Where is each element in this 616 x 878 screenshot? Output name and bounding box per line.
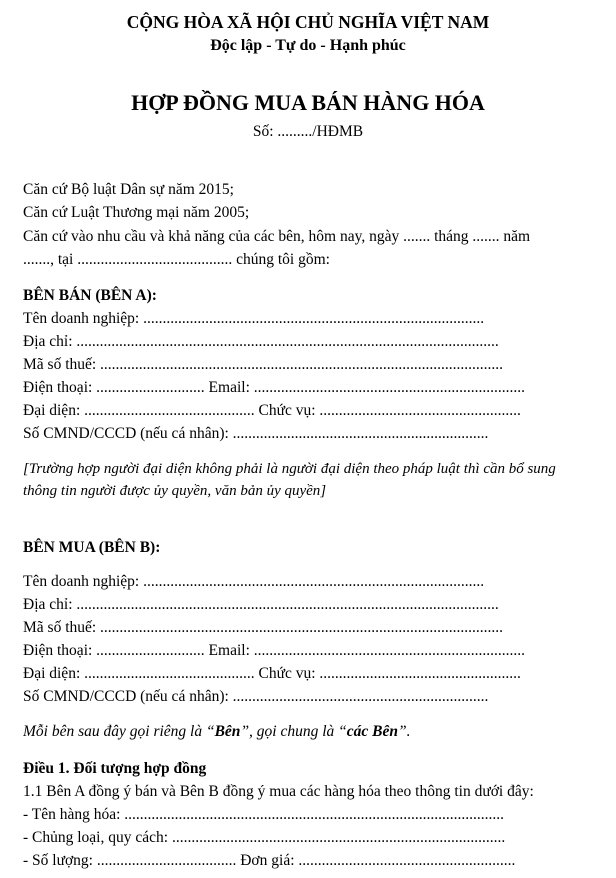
buyer-representative-field: Đại diện: ............................................ Chức vụ: .................................................... [23,665,521,682]
buyer-phone-email-field: Điện thoại: ............................ Email: ...................................................................... [23,642,526,659]
parties-note-ben: Bên [214,723,241,740]
seller-company-field: Tên doanh nghiệp: ........................................................................................ [23,310,485,327]
parties-note-cac-ben: các Bên [346,723,399,740]
preamble-line-4: ......., tại ........................................ chúng tôi gồm: [23,251,330,268]
contract-number: Số: ........./HĐMB [252,123,364,140]
preamble-line-2: Căn cứ Luật Thương mại năm 2005; [23,204,250,221]
article-1-heading: Điều 1. Đối tượng hợp đồng [23,760,207,777]
seller-representative-field: Đại diện: ............................................ Chức vụ: .................................................... [23,402,521,419]
motto-line [0,36,616,56]
buyer-id-field: Số CMND/CCCD (nếu cá nhân): .................................................................. [23,688,489,705]
parties-note-part-3: ”. [398,723,411,740]
seller-phone-email-field: Điện thoại: ............................ Email: ...................................................................... [23,379,526,396]
preamble-line-1: Căn cứ Bộ luật Dân sự năm 2015; [23,181,234,198]
nation-heading: CỘNG HÒA XÃ HỘI CHỦ NGHĨA VIỆT NAM [126,12,490,32]
buyer-heading: BÊN MUA (BÊN B): [23,539,161,556]
buyer-company-field: Tên doanh nghiệp: ........................................................................................ [23,573,485,590]
preamble-line-3: Căn cứ vào nhu cầu và khả năng của các bên, hôm nay, ngày ....... tháng ....... năm [23,228,531,245]
buyer-tax-field: Mã số thuế: ........................................................................................................ [23,619,504,636]
parties-note-part-1: Mỗi bên sau đây gọi riêng là “ [23,723,215,740]
goods-type-spec-field: - Chủng loại, quy cách: ...................................................................................... [23,829,506,846]
article-1-clause: 1.1 Bên A đồng ý bán và Bên B đồng ý mua các hàng hóa theo thông tin dưới đây: [23,783,534,800]
contract-title: HỢP ĐỒNG MUA BÁN HÀNG HÓA [131,90,485,115]
seller-heading: BÊN BÁN (BÊN A): [23,287,157,304]
seller-tax-field: Mã số thuế: ........................................................................................................ [23,356,504,373]
parties-note-part-2: ”, gọi chung là “ [240,723,347,740]
seller-id-field: Số CMND/CCCD (nếu cá nhân): .................................................................. [23,425,489,442]
seller-note-line-1: [Trường hợp người đại diện không phải là người đại diện theo pháp luật thì cần bổ sung [23,461,556,477]
seller-address-field: Địa chỉ: ............................................................................................................. [23,333,499,350]
buyer-address-field: Địa chỉ: ............................................................................................................. [23,596,499,613]
seller-note-line-2: thông tin người được ủy quyền, văn bản ủy quyền] [23,483,327,499]
motto-text: Độc lập - Tự do - Hạnh phúc [210,37,406,54]
goods-qty-price-field: - Số lượng: .................................... Đơn giá: ........................................................ [23,852,516,869]
goods-name-field: - Tên hàng hóa: .................................................................................................. [23,806,505,823]
parties-note [23,722,598,742]
